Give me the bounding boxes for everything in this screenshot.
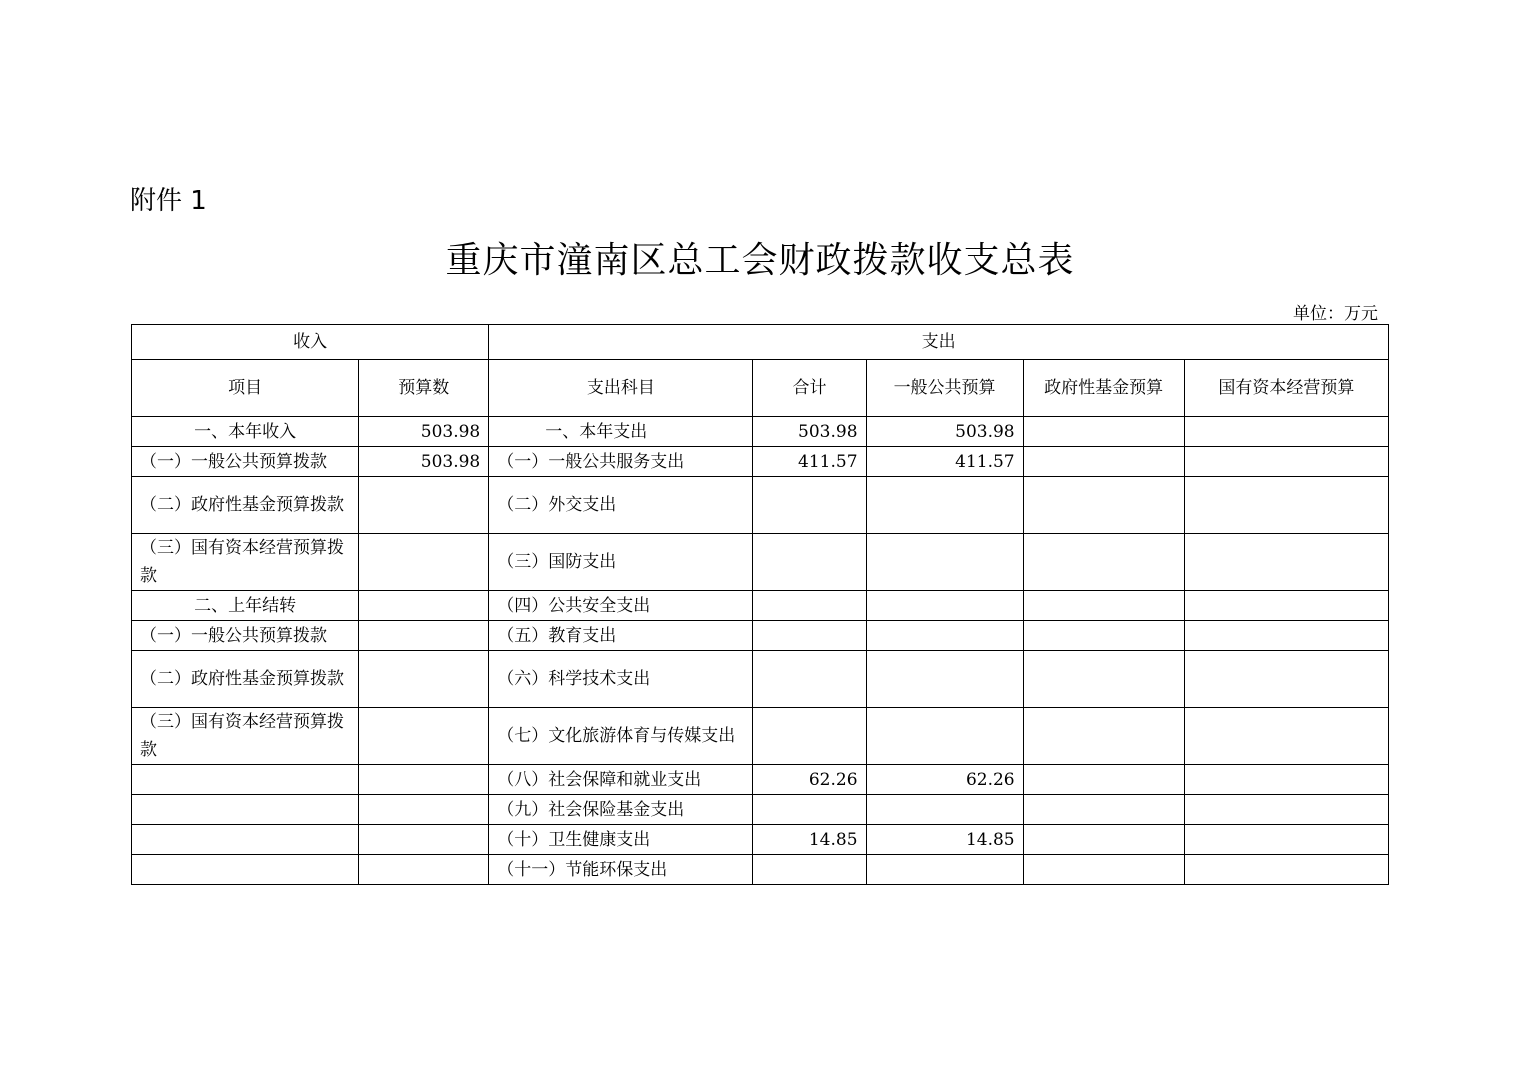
table-row <box>132 621 1389 651</box>
income-item-cell <box>132 855 359 885</box>
table-row <box>132 825 1389 855</box>
state-capital-cell <box>1184 477 1388 534</box>
gov-fund-cell <box>1023 591 1184 621</box>
income-amount-cell <box>359 621 489 651</box>
state-capital-cell <box>1184 708 1388 765</box>
gov-fund-cell <box>1023 447 1184 477</box>
state-capital-cell <box>1184 417 1388 447</box>
total-cell <box>753 855 866 885</box>
income-item-cell: （二）政府性基金预算拨款 <box>132 477 359 534</box>
general-budget-cell: 411.57 <box>866 447 1023 477</box>
general-budget-cell <box>866 534 1023 591</box>
gov-fund-cell <box>1023 417 1184 447</box>
income-item-cell: （一）一般公共预算拨款 <box>132 621 359 651</box>
state-capital-cell <box>1184 825 1388 855</box>
column-header-general-public-budget: 一般公共预算 <box>866 360 1023 417</box>
column-header-gov-fund-budget: 政府性基金预算 <box>1023 360 1184 417</box>
income-item-cell: 二、上年结转 <box>132 591 359 621</box>
table-group-header-row <box>132 325 1389 360</box>
total-cell <box>753 651 866 708</box>
total-cell <box>753 795 866 825</box>
general-budget-cell <box>866 795 1023 825</box>
gov-fund-cell <box>1023 534 1184 591</box>
unit-label: 单位：万元 <box>1293 304 1378 324</box>
income-amount-cell <box>359 651 489 708</box>
income-item-cell <box>132 765 359 795</box>
table-row <box>132 708 1389 765</box>
state-capital-cell <box>1184 534 1388 591</box>
expense-item-cell: （九）社会保险基金支出 <box>489 795 753 825</box>
general-budget-cell <box>866 477 1023 534</box>
general-budget-cell <box>866 621 1023 651</box>
total-cell: 62.26 <box>753 765 866 795</box>
table-row <box>132 447 1389 477</box>
income-item-cell: 一、本年收入 <box>132 417 359 447</box>
income-amount-cell <box>359 855 489 885</box>
table-row <box>132 765 1389 795</box>
total-cell <box>753 621 866 651</box>
expense-item-cell: （五）教育支出 <box>489 621 753 651</box>
income-item-cell: （一）一般公共预算拨款 <box>132 447 359 477</box>
table-row <box>132 591 1389 621</box>
expense-item-cell: （六）科学技术支出 <box>489 651 753 708</box>
expense-item-cell: （八）社会保障和就业支出 <box>489 765 753 795</box>
state-capital-cell <box>1184 591 1388 621</box>
income-amount-cell <box>359 534 489 591</box>
expense-item-cell: （四）公共安全支出 <box>489 591 753 621</box>
general-budget-cell: 62.26 <box>866 765 1023 795</box>
state-capital-cell <box>1184 795 1388 825</box>
column-header-budget-amount: 预算数 <box>359 360 489 417</box>
document-title: 重庆市潼南区总工会财政拨款收支总表 <box>445 240 1075 281</box>
total-cell: 411.57 <box>753 447 866 477</box>
state-capital-cell <box>1184 447 1388 477</box>
gov-fund-cell <box>1023 621 1184 651</box>
income-amount-cell <box>359 708 489 765</box>
table-row <box>132 855 1389 885</box>
state-capital-cell <box>1184 621 1388 651</box>
income-item-cell: （三）国有资本经营预算拨款 <box>132 534 359 591</box>
total-cell <box>753 534 866 591</box>
expense-item-cell: （七）文化旅游体育与传媒支出 <box>489 708 753 765</box>
state-capital-cell <box>1184 855 1388 885</box>
gov-fund-cell <box>1023 708 1184 765</box>
table-column-header-row <box>132 360 1389 417</box>
gov-fund-cell <box>1023 825 1184 855</box>
gov-fund-cell <box>1023 477 1184 534</box>
column-header-total: 合计 <box>753 360 866 417</box>
total-cell: 14.85 <box>753 825 866 855</box>
gov-fund-cell <box>1023 855 1184 885</box>
income-amount-cell <box>359 591 489 621</box>
expense-item-cell: （一）一般公共服务支出 <box>489 447 753 477</box>
income-item-cell <box>132 795 359 825</box>
table-row <box>132 795 1389 825</box>
expense-item-cell: （十）卫生健康支出 <box>489 825 753 855</box>
general-budget-cell: 503.98 <box>866 417 1023 447</box>
column-header-state-capital-budget: 国有资本经营预算 <box>1184 360 1388 417</box>
state-capital-cell <box>1184 651 1388 708</box>
expense-item-cell: 一、本年支出 <box>489 417 753 447</box>
expenditure-group-header: 支出 <box>489 325 1389 360</box>
general-budget-cell <box>866 591 1023 621</box>
gov-fund-cell <box>1023 651 1184 708</box>
income-item-cell <box>132 825 359 855</box>
attachment-label: 附件 1 <box>130 186 207 216</box>
total-cell <box>753 591 866 621</box>
total-cell <box>753 477 866 534</box>
income-amount-cell <box>359 477 489 534</box>
income-amount-cell: 503.98 <box>359 447 489 477</box>
general-budget-cell <box>866 855 1023 885</box>
expense-item-cell: （二）外交支出 <box>489 477 753 534</box>
income-amount-cell <box>359 765 489 795</box>
general-budget-cell: 14.85 <box>866 825 1023 855</box>
table-row <box>132 477 1389 534</box>
table-row <box>132 417 1389 447</box>
expense-item-cell: （十一）节能环保支出 <box>489 855 753 885</box>
total-cell: 503.98 <box>753 417 866 447</box>
income-amount-cell: 503.98 <box>359 417 489 447</box>
general-budget-cell <box>866 708 1023 765</box>
column-header-item: 项目 <box>132 360 359 417</box>
general-budget-cell <box>866 651 1023 708</box>
gov-fund-cell <box>1023 795 1184 825</box>
budget-table <box>131 324 1389 885</box>
column-header-expense-subject: 支出科目 <box>489 360 753 417</box>
expense-item-cell: （三）国防支出 <box>489 534 753 591</box>
income-amount-cell <box>359 795 489 825</box>
table-row <box>132 651 1389 708</box>
gov-fund-cell <box>1023 765 1184 795</box>
table-row <box>132 534 1389 591</box>
income-group-header: 收入 <box>132 325 489 360</box>
income-item-cell: （三）国有资本经营预算拨款 <box>132 708 359 765</box>
income-amount-cell <box>359 825 489 855</box>
total-cell <box>753 708 866 765</box>
income-item-cell: （二）政府性基金预算拨款 <box>132 651 359 708</box>
state-capital-cell <box>1184 765 1388 795</box>
